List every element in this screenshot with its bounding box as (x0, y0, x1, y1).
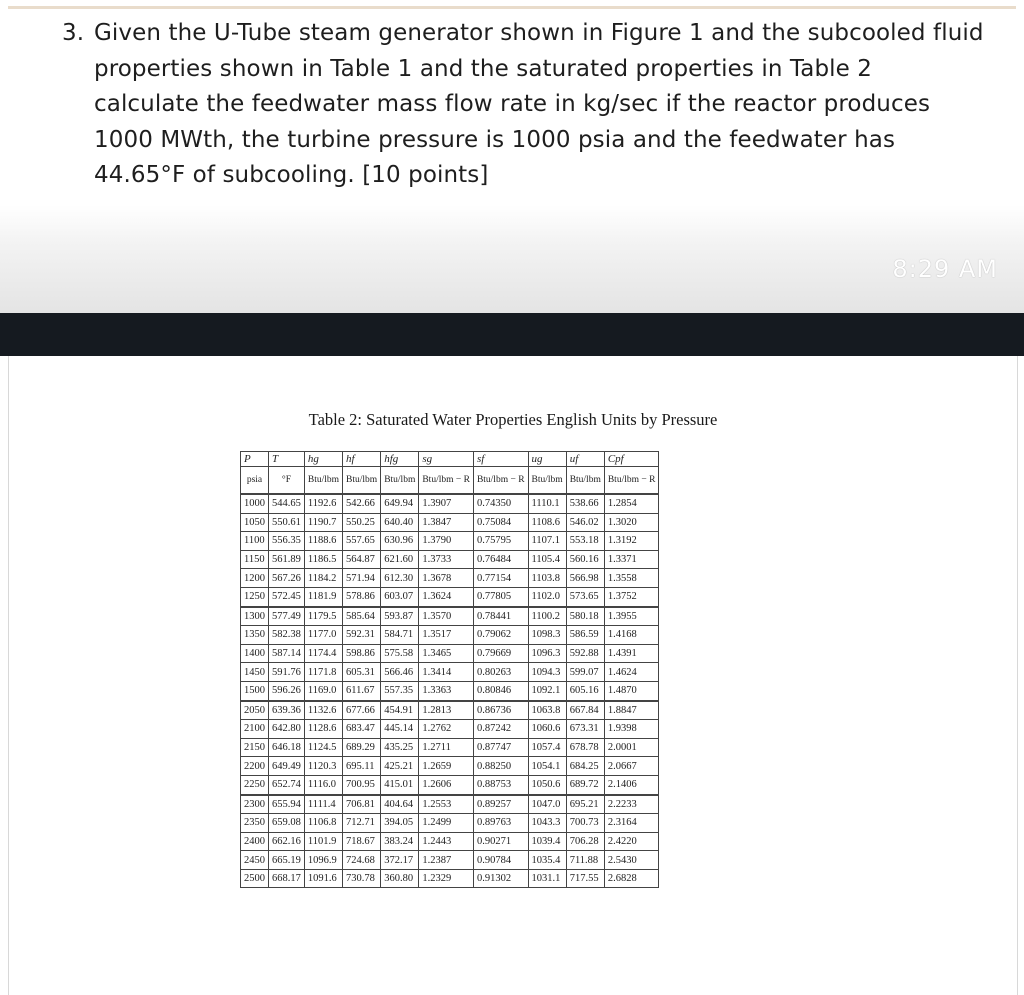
table-cell: 1186.5 (304, 550, 342, 569)
table-cell: 560.16 (566, 550, 604, 569)
table-cell: 1.2443 (419, 832, 474, 851)
column-header: Cpf (604, 452, 659, 467)
column-header: sf (473, 452, 528, 467)
table-cell: 1.3570 (419, 607, 474, 626)
table-cell: 1.3558 (604, 569, 659, 588)
table-cell: 639.36 (269, 701, 305, 720)
column-unit: Btu/lbm − R (604, 467, 659, 495)
table-cell: 655.94 (269, 795, 305, 814)
table-cell: 1103.8 (528, 569, 566, 588)
table-cell: 1106.8 (304, 814, 342, 833)
table-cell: 2150 (241, 738, 269, 757)
table-cell: 0.88250 (473, 757, 528, 776)
table-cell: 1039.4 (528, 832, 566, 851)
column-unit: Btu/lbm (381, 467, 419, 495)
message-background (0, 205, 1024, 313)
table-cell: 1169.0 (304, 681, 342, 700)
table-cell: 1.2499 (419, 814, 474, 833)
table-cell: 0.88753 (473, 775, 528, 794)
table-cell: 2.4220 (604, 832, 659, 851)
table-cell: 700.73 (566, 814, 604, 833)
table-cell: 659.08 (269, 814, 305, 833)
table-cell: 544.65 (269, 494, 305, 513)
table-cell: 1250 (241, 587, 269, 606)
table-cell: 415.01 (381, 775, 419, 794)
table-cell: 642.80 (269, 720, 305, 739)
table-cell: 1.3624 (419, 587, 474, 606)
table-cell: 630.96 (381, 532, 419, 551)
table-cell: 1092.1 (528, 681, 566, 700)
table-cell: 1174.4 (304, 644, 342, 663)
table-cell: 383.24 (381, 832, 419, 851)
table-cell: 1.2553 (419, 795, 474, 814)
table-cell: 0.75795 (473, 532, 528, 551)
table-cell: 2300 (241, 795, 269, 814)
table-cell: 2100 (241, 720, 269, 739)
table-cell: 0.87242 (473, 720, 528, 739)
table-cell: 1.3020 (604, 513, 659, 532)
table-cell: 0.89763 (473, 814, 528, 833)
table-cell: 550.61 (269, 513, 305, 532)
table-cell: 566.46 (381, 663, 419, 682)
table-cell: 1.3517 (419, 626, 474, 645)
table-cell: 1179.5 (304, 607, 342, 626)
table-cell: 2400 (241, 832, 269, 851)
table-row (241, 681, 659, 700)
table-cell: 611.67 (343, 681, 381, 700)
table-cell: 394.05 (381, 814, 419, 833)
table-cell: 2.5430 (604, 851, 659, 870)
saturated-properties-table (240, 451, 659, 888)
table-row (241, 701, 659, 720)
table-cell: 1096.9 (304, 851, 342, 870)
table-cell: 572.45 (269, 587, 305, 606)
table-cell: 612.30 (381, 569, 419, 588)
table-cell: 1031.1 (528, 869, 566, 888)
column-header: P (241, 452, 269, 467)
table-cell: 1.2329 (419, 869, 474, 888)
table-cell: 712.71 (343, 814, 381, 833)
table-cell: 689.29 (343, 738, 381, 757)
table-row (241, 626, 659, 645)
table-cell: 1.2387 (419, 851, 474, 870)
table-cell: 567.26 (269, 569, 305, 588)
table-cell: 1063.8 (528, 701, 566, 720)
table-cell: 1.3907 (419, 494, 474, 513)
table-cell: 665.19 (269, 851, 305, 870)
table-cell: 668.17 (269, 869, 305, 888)
table-cell: 360.80 (381, 869, 419, 888)
column-unit: °F (269, 467, 305, 495)
table-row (241, 494, 659, 513)
table-cell: 1.2762 (419, 720, 474, 739)
table-cell: 1.4391 (604, 644, 659, 663)
table-cell: 0.74350 (473, 494, 528, 513)
table-cell: 1108.6 (528, 513, 566, 532)
column-unit: Btu/lbm (528, 467, 566, 495)
table-cell: 706.28 (566, 832, 604, 851)
table-row (241, 663, 659, 682)
table-cell: 673.31 (566, 720, 604, 739)
table-cell: 587.14 (269, 644, 305, 663)
table-cell: 0.90784 (473, 851, 528, 870)
table-cell: 1.3465 (419, 644, 474, 663)
column-unit: Btu/lbm (566, 467, 604, 495)
table-cell: 667.84 (566, 701, 604, 720)
table-cell: 1.4624 (604, 663, 659, 682)
table-cell: 596.26 (269, 681, 305, 700)
table-cell: 584.71 (381, 626, 419, 645)
table-cell: 2.6828 (604, 869, 659, 888)
table-cell: 571.94 (343, 569, 381, 588)
table-cell: 445.14 (381, 720, 419, 739)
table-cell: 1.3414 (419, 663, 474, 682)
column-unit: Btu/lbm (304, 467, 342, 495)
table-header-row (241, 452, 659, 467)
table-cell: 0.79062 (473, 626, 528, 645)
table-cell: 1096.3 (528, 644, 566, 663)
table-cell: 605.16 (566, 681, 604, 700)
table-cell: 1000 (241, 494, 269, 513)
table-cell: 0.75084 (473, 513, 528, 532)
table-cell: 0.79669 (473, 644, 528, 663)
table-cell: 550.25 (343, 513, 381, 532)
table-cell: 0.87747 (473, 738, 528, 757)
table-row (241, 851, 659, 870)
table-cell: 2050 (241, 701, 269, 720)
table-row (241, 587, 659, 606)
column-header: hf (343, 452, 381, 467)
table-cell: 1128.6 (304, 720, 342, 739)
table-cell: 0.80263 (473, 663, 528, 682)
table-cell: 564.87 (343, 550, 381, 569)
table-cell: 1060.6 (528, 720, 566, 739)
table-cell: 2.0001 (604, 738, 659, 757)
table-cell: 662.16 (269, 832, 305, 851)
table-cell: 2.0667 (604, 757, 659, 776)
table-row (241, 550, 659, 569)
table-cell: 1105.4 (528, 550, 566, 569)
table-row (241, 775, 659, 794)
table-row (241, 644, 659, 663)
table-cell: 1192.6 (304, 494, 342, 513)
table-cell: 404.64 (381, 795, 419, 814)
table-cell: 1.8847 (604, 701, 659, 720)
table-row (241, 513, 659, 532)
table-cell: 0.77154 (473, 569, 528, 588)
table-cell: 0.89257 (473, 795, 528, 814)
table-cell: 1177.0 (304, 626, 342, 645)
table-cell: 700.95 (343, 775, 381, 794)
table-cell: 585.64 (343, 607, 381, 626)
table-cell: 1047.0 (528, 795, 566, 814)
question-text: Given the U-Tube steam generator shown in Figure 1 and the subcooled fluid properties shown in Table 1 and the saturated properties in Table 2 calculate the feedwater mass flow rate in kg/sec if the reactor produces 1000 MWth, the turbine pressure is 1000 psia and the feedwater has 44.65°F of subcooling. [10 points] (94, 20, 984, 188)
table-row (241, 607, 659, 626)
table-cell: 1190.7 (304, 513, 342, 532)
table-cell: 1.3752 (604, 587, 659, 606)
table-cell: 1050 (241, 513, 269, 532)
table-cell: 1094.3 (528, 663, 566, 682)
table-cell: 0.91302 (473, 869, 528, 888)
table-cell: 1.3192 (604, 532, 659, 551)
table-cell: 2200 (241, 757, 269, 776)
table-cell: 1200 (241, 569, 269, 588)
table-cell: 1.3955 (604, 607, 659, 626)
table-cell: 592.31 (343, 626, 381, 645)
table-cell: 561.89 (269, 550, 305, 569)
table-cell: 1.3847 (419, 513, 474, 532)
table-cell: 454.91 (381, 701, 419, 720)
table-cell: 621.60 (381, 550, 419, 569)
table-cell: 684.25 (566, 757, 604, 776)
table-cell: 586.59 (566, 626, 604, 645)
table-cell: 0.80846 (473, 681, 528, 700)
table-cell: 1043.3 (528, 814, 566, 833)
column-header: T (269, 452, 305, 467)
table-row (241, 757, 659, 776)
column-header: hfg (381, 452, 419, 467)
table-cell: 2450 (241, 851, 269, 870)
table-cell: 695.11 (343, 757, 381, 776)
table-cell: 1.2606 (419, 775, 474, 794)
table-cell: 1300 (241, 607, 269, 626)
table-cell: 1035.4 (528, 851, 566, 870)
table-cell: 689.72 (566, 775, 604, 794)
table-cell: 1120.3 (304, 757, 342, 776)
table-cell: 1110.1 (528, 494, 566, 513)
table-cell: 592.88 (566, 644, 604, 663)
table-row (241, 569, 659, 588)
table-cell: 706.81 (343, 795, 381, 814)
table-cell: 425.21 (381, 757, 419, 776)
table-cell: 695.21 (566, 795, 604, 814)
table-cell: 1100 (241, 532, 269, 551)
table-cell: 556.35 (269, 532, 305, 551)
table-cell: 2250 (241, 775, 269, 794)
column-unit: psia (241, 467, 269, 495)
table-cell: 1171.8 (304, 663, 342, 682)
table-cell: 1.2711 (419, 738, 474, 757)
table-cell: 711.88 (566, 851, 604, 870)
table-cell: 542.66 (343, 494, 381, 513)
table-cell: 1132.6 (304, 701, 342, 720)
table-cell: 566.98 (566, 569, 604, 588)
column-unit: Btu/lbm − R (419, 467, 474, 495)
image-header-bar (0, 313, 1024, 356)
table-caption: Table 2: Saturated Water Properties English Units by Pressure (308, 410, 718, 429)
top-divider (8, 6, 1016, 9)
table-cell: 598.86 (343, 644, 381, 663)
table-cell: 1091.6 (304, 869, 342, 888)
table-cell: 1.2854 (604, 494, 659, 513)
table-cell: 2.3164 (604, 814, 659, 833)
table-cell: 435.25 (381, 738, 419, 757)
table-cell: 577.49 (269, 607, 305, 626)
table-cell: 0.78441 (473, 607, 528, 626)
table-cell: 649.49 (269, 757, 305, 776)
question-number: 3. (62, 20, 85, 46)
column-header: sg (419, 452, 474, 467)
table-cell: 557.65 (343, 532, 381, 551)
table-cell: 593.87 (381, 607, 419, 626)
table-cell: 1111.4 (304, 795, 342, 814)
table-cell: 718.67 (343, 832, 381, 851)
table-cell: 646.18 (269, 738, 305, 757)
table-cell: 717.55 (566, 869, 604, 888)
table-cell: 1.2659 (419, 757, 474, 776)
timestamp: 8:29 AM (892, 255, 998, 283)
table-row (241, 832, 659, 851)
table-cell: 578.86 (343, 587, 381, 606)
table-cell: 1054.1 (528, 757, 566, 776)
table-row (241, 814, 659, 833)
table-cell: 553.18 (566, 532, 604, 551)
table-cell: 1.3371 (604, 550, 659, 569)
table-cell: 1.3363 (419, 681, 474, 700)
table-cell: 603.07 (381, 587, 419, 606)
table-cell: 1400 (241, 644, 269, 663)
column-header: hg (304, 452, 342, 467)
table-cell: 2500 (241, 869, 269, 888)
table-cell: 649.94 (381, 494, 419, 513)
table-cell: 1107.1 (528, 532, 566, 551)
table-row (241, 738, 659, 757)
table-cell: 2.2233 (604, 795, 659, 814)
table-row (241, 720, 659, 739)
table-cell: 730.78 (343, 869, 381, 888)
table-units-row (241, 467, 659, 495)
table-cell: 683.47 (343, 720, 381, 739)
table-cell: 605.31 (343, 663, 381, 682)
table-cell: 640.40 (381, 513, 419, 532)
table-cell: 1188.6 (304, 532, 342, 551)
table-cell: 652.74 (269, 775, 305, 794)
table-cell: 1050.6 (528, 775, 566, 794)
table-cell: 557.35 (381, 681, 419, 700)
table-cell: 1.3678 (419, 569, 474, 588)
column-unit: Btu/lbm − R (473, 467, 528, 495)
table-cell: 1.9398 (604, 720, 659, 739)
table-cell: 1100.2 (528, 607, 566, 626)
table-cell: 538.66 (566, 494, 604, 513)
table-cell: 546.02 (566, 513, 604, 532)
table-cell: 1.2813 (419, 701, 474, 720)
table-cell: 1150 (241, 550, 269, 569)
table-cell: 582.38 (269, 626, 305, 645)
table-row (241, 532, 659, 551)
table-cell: 724.68 (343, 851, 381, 870)
table-cell: 1500 (241, 681, 269, 700)
table-cell: 2.1406 (604, 775, 659, 794)
table-cell: 677.66 (343, 701, 381, 720)
table-cell: 372.17 (381, 851, 419, 870)
table-cell: 678.78 (566, 738, 604, 757)
table-cell: 0.90271 (473, 832, 528, 851)
table-cell: 599.07 (566, 663, 604, 682)
table-cell: 1450 (241, 663, 269, 682)
table-row (241, 869, 659, 888)
column-header: ug (528, 452, 566, 467)
table-cell: 1184.2 (304, 569, 342, 588)
column-header: uf (566, 452, 604, 467)
table-cell: 1.4168 (604, 626, 659, 645)
column-unit: Btu/lbm (343, 467, 381, 495)
table-cell: 1098.3 (528, 626, 566, 645)
table-cell: 1116.0 (304, 775, 342, 794)
table-cell: 0.77805 (473, 587, 528, 606)
table-cell: 1181.9 (304, 587, 342, 606)
table-row (241, 795, 659, 814)
table-cell: 1102.0 (528, 587, 566, 606)
table-cell: 575.58 (381, 644, 419, 663)
table-cell: 1350 (241, 626, 269, 645)
table-cell: 591.76 (269, 663, 305, 682)
table-cell: 1.4870 (604, 681, 659, 700)
table-cell: 1124.5 (304, 738, 342, 757)
table-cell: 580.18 (566, 607, 604, 626)
table-cell: 2350 (241, 814, 269, 833)
table-cell: 0.76484 (473, 550, 528, 569)
table-cell: 1101.9 (304, 832, 342, 851)
table-cell: 1057.4 (528, 738, 566, 757)
table-cell: 1.3790 (419, 532, 474, 551)
table-cell: 573.65 (566, 587, 604, 606)
table-cell: 0.86736 (473, 701, 528, 720)
table-cell: 1.3733 (419, 550, 474, 569)
